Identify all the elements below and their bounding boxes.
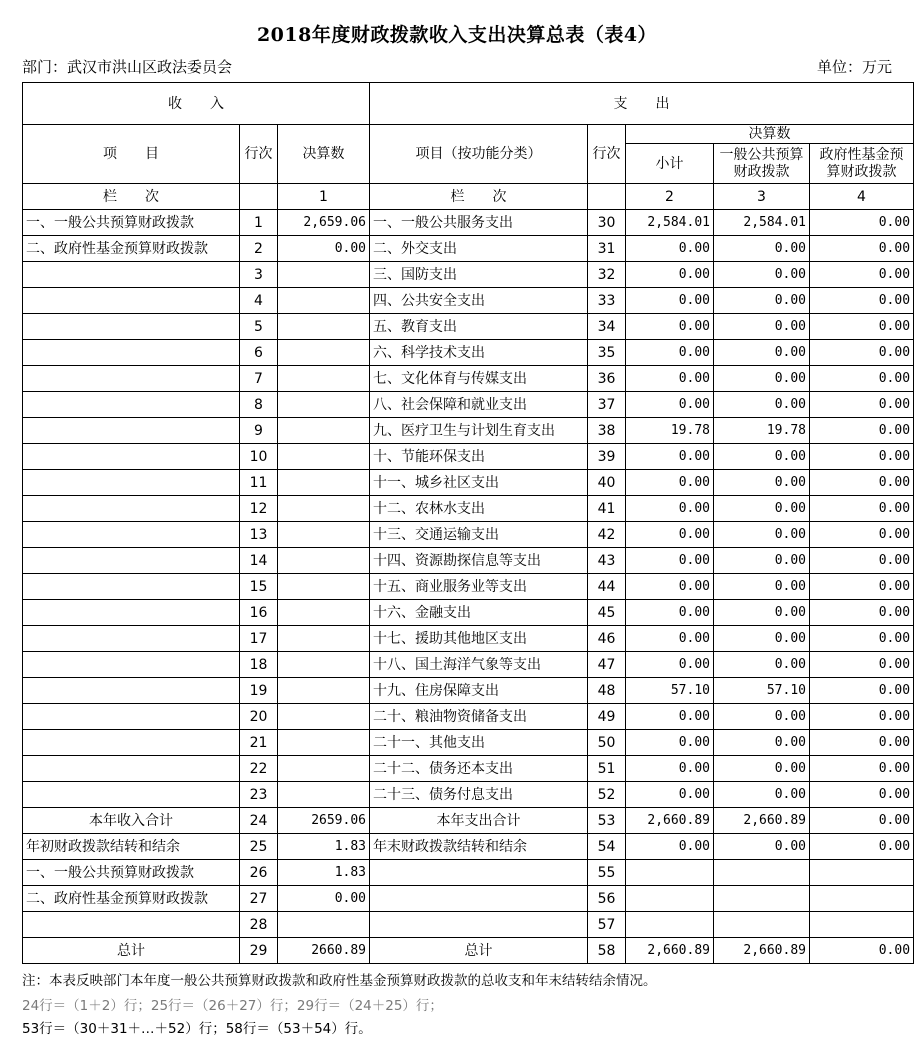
expense-gov-fund: 0.00: [810, 600, 914, 626]
table-row: [23, 756, 914, 782]
expense-general-budget: 2,660.89: [714, 808, 810, 834]
expense-item: 十四、资源勘探信息等支出: [370, 548, 588, 574]
final-amount-header: 决算数: [278, 125, 370, 184]
table-row: [23, 600, 914, 626]
expense-general-budget: 0.00: [714, 522, 810, 548]
income-item: [23, 574, 240, 600]
note-line-2: 24行＝（1＋2）行；25行＝（26＋27）行；29行＝（24＋25）行；: [22, 998, 443, 1014]
income-row-no: 17: [240, 626, 278, 652]
income-row-no: 13: [240, 522, 278, 548]
income-row-no: 16: [240, 600, 278, 626]
expense-general-budget: 0.00: [714, 600, 810, 626]
income-row-no: 11: [240, 470, 278, 496]
expense-item: 十九、住房保障支出: [370, 678, 588, 704]
income-item: [23, 470, 240, 496]
expense-row-no: 32: [588, 262, 626, 288]
table-row: [23, 834, 914, 860]
income-row-no: 22: [240, 756, 278, 782]
expense-item: 十八、国土海洋气象等支出: [370, 652, 588, 678]
expense-general-budget: 0.00: [714, 314, 810, 340]
expense-general-budget: 0.00: [714, 574, 810, 600]
expense-row-no: 55: [588, 860, 626, 886]
income-row-no: 2: [240, 236, 278, 262]
expense-row-no: 43: [588, 548, 626, 574]
expense-item: 二十、粮油物资储备支出: [370, 704, 588, 730]
expense-gov-fund: 0.00: [810, 392, 914, 418]
table-row: [23, 444, 914, 470]
income-amount: [278, 340, 370, 366]
income-amount: [278, 522, 370, 548]
income-amount: [278, 652, 370, 678]
expense-gov-fund: 0.00: [810, 548, 914, 574]
expense-gov-fund: 0.00: [810, 210, 914, 236]
expense-general-budget: [714, 886, 810, 912]
expense-general-budget: 0.00: [714, 470, 810, 496]
expense-header: 支 出: [370, 83, 914, 125]
table-row: [23, 522, 914, 548]
income-row-no: 23: [240, 782, 278, 808]
expense-row-no: 34: [588, 314, 626, 340]
expense-row-no: 42: [588, 522, 626, 548]
table-row: [23, 210, 914, 236]
income-amount: [278, 626, 370, 652]
expense-subtotal: [626, 912, 714, 938]
expense-subtotal: [626, 886, 714, 912]
table-row: [23, 652, 914, 678]
income-item: [23, 444, 240, 470]
expense-item: 二十一、其他支出: [370, 730, 588, 756]
expense-general-budget: 0.00: [714, 652, 810, 678]
expense-general-budget: 0.00: [714, 366, 810, 392]
table-row: [23, 262, 914, 288]
expense-gov-fund: 0.00: [810, 678, 914, 704]
report-title: 2018年度财政拨款收入支出决算总表（表4）: [256, 24, 658, 46]
income-amount: 2659.06: [278, 808, 370, 834]
table-row: [23, 938, 914, 964]
note-line-1: 注：本表反映部门本年度一般公共预算财政拨款和政府性基金预算财政拨款的总收支和年末结转结余情况。: [22, 973, 657, 989]
expense-subtotal: 0.00: [626, 704, 714, 730]
subtotal-header: 小计: [626, 144, 714, 184]
expense-general-budget: 0.00: [714, 340, 810, 366]
expense-item: 一、一般公共服务支出: [370, 210, 588, 236]
expense-gov-fund: 0.00: [810, 496, 914, 522]
expense-subtotal: 0.00: [626, 834, 714, 860]
income-row-no: 4: [240, 288, 278, 314]
income-item: [23, 782, 240, 808]
income-row-no: 26: [240, 860, 278, 886]
expense-general-budget: 0.00: [714, 704, 810, 730]
income-amount: [278, 418, 370, 444]
income-amount: [278, 678, 370, 704]
expense-subtotal: 0.00: [626, 262, 714, 288]
income-item: 年初财政拨款结转和结余: [23, 834, 240, 860]
expense-item: 十七、援助其他地区支出: [370, 626, 588, 652]
income-row-no: 3: [240, 262, 278, 288]
income-amount: [278, 600, 370, 626]
expense-row-no: 35: [588, 340, 626, 366]
column-number-4: 4: [810, 184, 914, 210]
expense-item: 二、外交支出: [370, 236, 588, 262]
note-line-3: 53行＝（30＋31＋…＋52）行；58行＝（53＋54）行。: [22, 1021, 372, 1037]
table-row: [23, 730, 914, 756]
income-amount: [278, 288, 370, 314]
income-row-no: 21: [240, 730, 278, 756]
income-amount: 2660.89: [278, 938, 370, 964]
expense-gov-fund: [810, 886, 914, 912]
income-amount: [278, 314, 370, 340]
expense-gov-fund: [810, 912, 914, 938]
table-row: [23, 626, 914, 652]
income-amount: 0.00: [278, 886, 370, 912]
item-by-function-header: 项目（按功能分类）: [370, 125, 588, 184]
income-item: 总计: [23, 938, 240, 964]
expense-subtotal: 57.10: [626, 678, 714, 704]
expense-gov-fund: 0.00: [810, 288, 914, 314]
income-amount: 2,659.06: [278, 210, 370, 236]
expense-gov-fund: 0.00: [810, 782, 914, 808]
expense-gov-fund: 0.00: [810, 704, 914, 730]
income-row-no: 20: [240, 704, 278, 730]
column-number-3: 3: [714, 184, 810, 210]
income-row-no: 5: [240, 314, 278, 340]
expense-row-no: 50: [588, 730, 626, 756]
expense-subtotal: 0.00: [626, 548, 714, 574]
expense-row-no: 47: [588, 652, 626, 678]
income-amount: [278, 912, 370, 938]
expense-item: 九、医疗卫生与计划生育支出: [370, 418, 588, 444]
expense-gov-fund: 0.00: [810, 340, 914, 366]
expense-subtotal: 0.00: [626, 626, 714, 652]
expense-subtotal: 2,660.89: [626, 938, 714, 964]
expense-general-budget: 0.00: [714, 288, 810, 314]
expense-subtotal: 0.00: [626, 340, 714, 366]
income-amount: [278, 548, 370, 574]
column-number-2: 2: [626, 184, 714, 210]
expense-item: 总计: [370, 938, 588, 964]
expense-general-budget: 0.00: [714, 262, 810, 288]
expense-gov-fund: 0.00: [810, 938, 914, 964]
column-label-left: 栏 次: [23, 184, 240, 210]
expense-item: 十一、城乡社区支出: [370, 470, 588, 496]
income-header: 收 入: [23, 83, 370, 125]
income-row-no: 18: [240, 652, 278, 678]
income-item: [23, 652, 240, 678]
expense-row-no: 38: [588, 418, 626, 444]
expense-row-no: 33: [588, 288, 626, 314]
expense-gov-fund: 0.00: [810, 834, 914, 860]
expense-item: 六、科学技术支出: [370, 340, 588, 366]
expense-row-no: 54: [588, 834, 626, 860]
table-row: [23, 366, 914, 392]
income-row-no: 27: [240, 886, 278, 912]
expense-subtotal: 0.00: [626, 652, 714, 678]
expense-item: [370, 886, 588, 912]
column-number-1: 1: [278, 184, 370, 210]
expense-general-budget: 0.00: [714, 236, 810, 262]
unit-label: 单位：万元: [816, 58, 892, 76]
expense-gov-fund: 0.00: [810, 756, 914, 782]
department-label: 部门：武汉市洪山区政法委员会: [22, 58, 233, 76]
expense-subtotal: 0.00: [626, 756, 714, 782]
row-no-header: 行次: [240, 125, 278, 184]
expense-subtotal: 0.00: [626, 782, 714, 808]
financial-table: [22, 82, 914, 964]
expense-item: 八、社会保障和就业支出: [370, 392, 588, 418]
income-item: [23, 340, 240, 366]
expense-row-no: 46: [588, 626, 626, 652]
expense-row-no: 39: [588, 444, 626, 470]
income-item: [23, 600, 240, 626]
table-row: [23, 782, 914, 808]
income-amount: 1.83: [278, 860, 370, 886]
income-item: [23, 756, 240, 782]
expense-row-no: 41: [588, 496, 626, 522]
expense-row-no: 49: [588, 704, 626, 730]
table-row: [23, 808, 914, 834]
income-row-no: 1: [240, 210, 278, 236]
income-item: 本年收入合计: [23, 808, 240, 834]
expense-subtotal: 0.00: [626, 392, 714, 418]
table-row: [23, 470, 914, 496]
expense-item: 四、公共安全支出: [370, 288, 588, 314]
expense-general-budget: 0.00: [714, 392, 810, 418]
expense-row-no: 52: [588, 782, 626, 808]
expense-item: 三、国防支出: [370, 262, 588, 288]
expense-gov-fund: 0.00: [810, 314, 914, 340]
general-budget-header: 一般公共预算财政拨款: [714, 144, 810, 184]
income-amount: [278, 574, 370, 600]
table-row: [23, 236, 914, 262]
expense-gov-fund: 0.00: [810, 236, 914, 262]
income-amount: [278, 756, 370, 782]
expense-general-budget: 57.10: [714, 678, 810, 704]
income-item: [23, 418, 240, 444]
table-row: [23, 340, 914, 366]
expense-subtotal: 19.78: [626, 418, 714, 444]
expense-item: 十六、金融支出: [370, 600, 588, 626]
expense-item: 本年支出合计: [370, 808, 588, 834]
income-item: [23, 678, 240, 704]
table-row: [23, 886, 914, 912]
expense-row-no: 51: [588, 756, 626, 782]
expense-general-budget: 0.00: [714, 782, 810, 808]
expense-item: 七、文化体育与传媒支出: [370, 366, 588, 392]
income-item: 二、政府性基金预算财政拨款: [23, 236, 240, 262]
expense-general-budget: 0.00: [714, 496, 810, 522]
table-row: [23, 418, 914, 444]
expense-item: 五、教育支出: [370, 314, 588, 340]
income-row-no: 12: [240, 496, 278, 522]
income-amount: [278, 782, 370, 808]
expense-subtotal: 0.00: [626, 574, 714, 600]
expense-item: [370, 912, 588, 938]
expense-row-no: 57: [588, 912, 626, 938]
income-row-no: 8: [240, 392, 278, 418]
table-row: [23, 392, 914, 418]
income-amount: [278, 262, 370, 288]
expense-general-budget: 0.00: [714, 730, 810, 756]
income-item: [23, 366, 240, 392]
income-row-no: 7: [240, 366, 278, 392]
income-row-no: 14: [240, 548, 278, 574]
expense-gov-fund: 0.00: [810, 444, 914, 470]
table-row: [23, 574, 914, 600]
expense-item: 十、节能环保支出: [370, 444, 588, 470]
income-amount: [278, 444, 370, 470]
income-amount: [278, 392, 370, 418]
expense-gov-fund: 0.00: [810, 730, 914, 756]
expense-subtotal: 0.00: [626, 600, 714, 626]
expense-general-budget: 0.00: [714, 626, 810, 652]
expense-subtotal: 0.00: [626, 314, 714, 340]
table-row: [23, 548, 914, 574]
income-item: [23, 392, 240, 418]
table-row: [23, 912, 914, 938]
expense-item: 十三、交通运输支出: [370, 522, 588, 548]
income-row-no: 19: [240, 678, 278, 704]
income-item: 一、一般公共预算财政拨款: [23, 210, 240, 236]
expense-row-no: 40: [588, 470, 626, 496]
income-amount: [278, 730, 370, 756]
income-item: [23, 704, 240, 730]
expense-gov-fund: 0.00: [810, 808, 914, 834]
table-row: [23, 314, 914, 340]
expense-subtotal: 0.00: [626, 730, 714, 756]
row-no-header-2: 行次: [588, 125, 626, 184]
table-row: [23, 704, 914, 730]
expense-gov-fund: 0.00: [810, 574, 914, 600]
expense-gov-fund: 0.00: [810, 366, 914, 392]
expense-row-no: 36: [588, 366, 626, 392]
expense-gov-fund: 0.00: [810, 626, 914, 652]
expense-item: 二十二、债务还本支出: [370, 756, 588, 782]
income-row-no: 25: [240, 834, 278, 860]
expense-row-no: 56: [588, 886, 626, 912]
expense-row-no: 53: [588, 808, 626, 834]
expense-row-no: 37: [588, 392, 626, 418]
income-row-no: 10: [240, 444, 278, 470]
expense-general-budget: [714, 860, 810, 886]
income-item: [23, 288, 240, 314]
expense-gov-fund: 0.00: [810, 470, 914, 496]
expense-subtotal: 0.00: [626, 470, 714, 496]
income-amount: [278, 496, 370, 522]
expense-row-no: 30: [588, 210, 626, 236]
income-row-no: 28: [240, 912, 278, 938]
expense-gov-fund: 0.00: [810, 418, 914, 444]
expense-subtotal: 0.00: [626, 288, 714, 314]
income-amount: [278, 366, 370, 392]
table-row: [23, 678, 914, 704]
income-item: [23, 912, 240, 938]
expense-subtotal: 0.00: [626, 522, 714, 548]
table-row: [23, 496, 914, 522]
final-amount-header-2: 决算数: [626, 125, 914, 144]
expense-row-no: 45: [588, 600, 626, 626]
expense-general-budget: 19.78: [714, 418, 810, 444]
income-row-no: 9: [240, 418, 278, 444]
expense-general-budget: 0.00: [714, 444, 810, 470]
income-item: [23, 626, 240, 652]
expense-row-no: 48: [588, 678, 626, 704]
expense-general-budget: 0.00: [714, 834, 810, 860]
expense-gov-fund: 0.00: [810, 522, 914, 548]
income-row-no: 24: [240, 808, 278, 834]
expense-item: 年末财政拨款结转和结余: [370, 834, 588, 860]
table-row: [23, 288, 914, 314]
item-header: 项 目: [23, 125, 240, 184]
gov-fund-header: 政府性基金预算财政拨款: [810, 144, 914, 184]
income-amount: 0.00: [278, 236, 370, 262]
income-row-no: 6: [240, 340, 278, 366]
expense-general-budget: 2,660.89: [714, 938, 810, 964]
expense-row-no: 31: [588, 236, 626, 262]
table-row: [23, 860, 914, 886]
expense-general-budget: 0.00: [714, 548, 810, 574]
expense-item: 十五、商业服务业等支出: [370, 574, 588, 600]
expense-subtotal: 2,584.01: [626, 210, 714, 236]
expense-general-budget: 2,584.01: [714, 210, 810, 236]
income-amount: [278, 704, 370, 730]
expense-subtotal: 0.00: [626, 496, 714, 522]
income-item: [23, 522, 240, 548]
expense-row-no: 44: [588, 574, 626, 600]
expense-subtotal: [626, 860, 714, 886]
expense-item: 十二、农林水支出: [370, 496, 588, 522]
expense-item: 二十三、债务付息支出: [370, 782, 588, 808]
income-item: 二、政府性基金预算财政拨款: [23, 886, 240, 912]
income-amount: [278, 470, 370, 496]
expense-item: [370, 860, 588, 886]
income-item: [23, 496, 240, 522]
expense-row-no: 58: [588, 938, 626, 964]
income-item: [23, 314, 240, 340]
expense-gov-fund: 0.00: [810, 262, 914, 288]
expense-subtotal: 0.00: [626, 366, 714, 392]
expense-gov-fund: [810, 860, 914, 886]
column-label-right: 栏 次: [370, 184, 588, 210]
expense-subtotal: 2,660.89: [626, 808, 714, 834]
expense-subtotal: 0.00: [626, 236, 714, 262]
income-amount: 1.83: [278, 834, 370, 860]
income-item: [23, 548, 240, 574]
income-item: [23, 730, 240, 756]
income-item: 一、一般公共预算财政拨款: [23, 860, 240, 886]
expense-general-budget: 0.00: [714, 756, 810, 782]
expense-subtotal: 0.00: [626, 444, 714, 470]
expense-gov-fund: 0.00: [810, 652, 914, 678]
income-row-no: 15: [240, 574, 278, 600]
income-item: [23, 262, 240, 288]
expense-general-budget: [714, 912, 810, 938]
income-row-no: 29: [240, 938, 278, 964]
